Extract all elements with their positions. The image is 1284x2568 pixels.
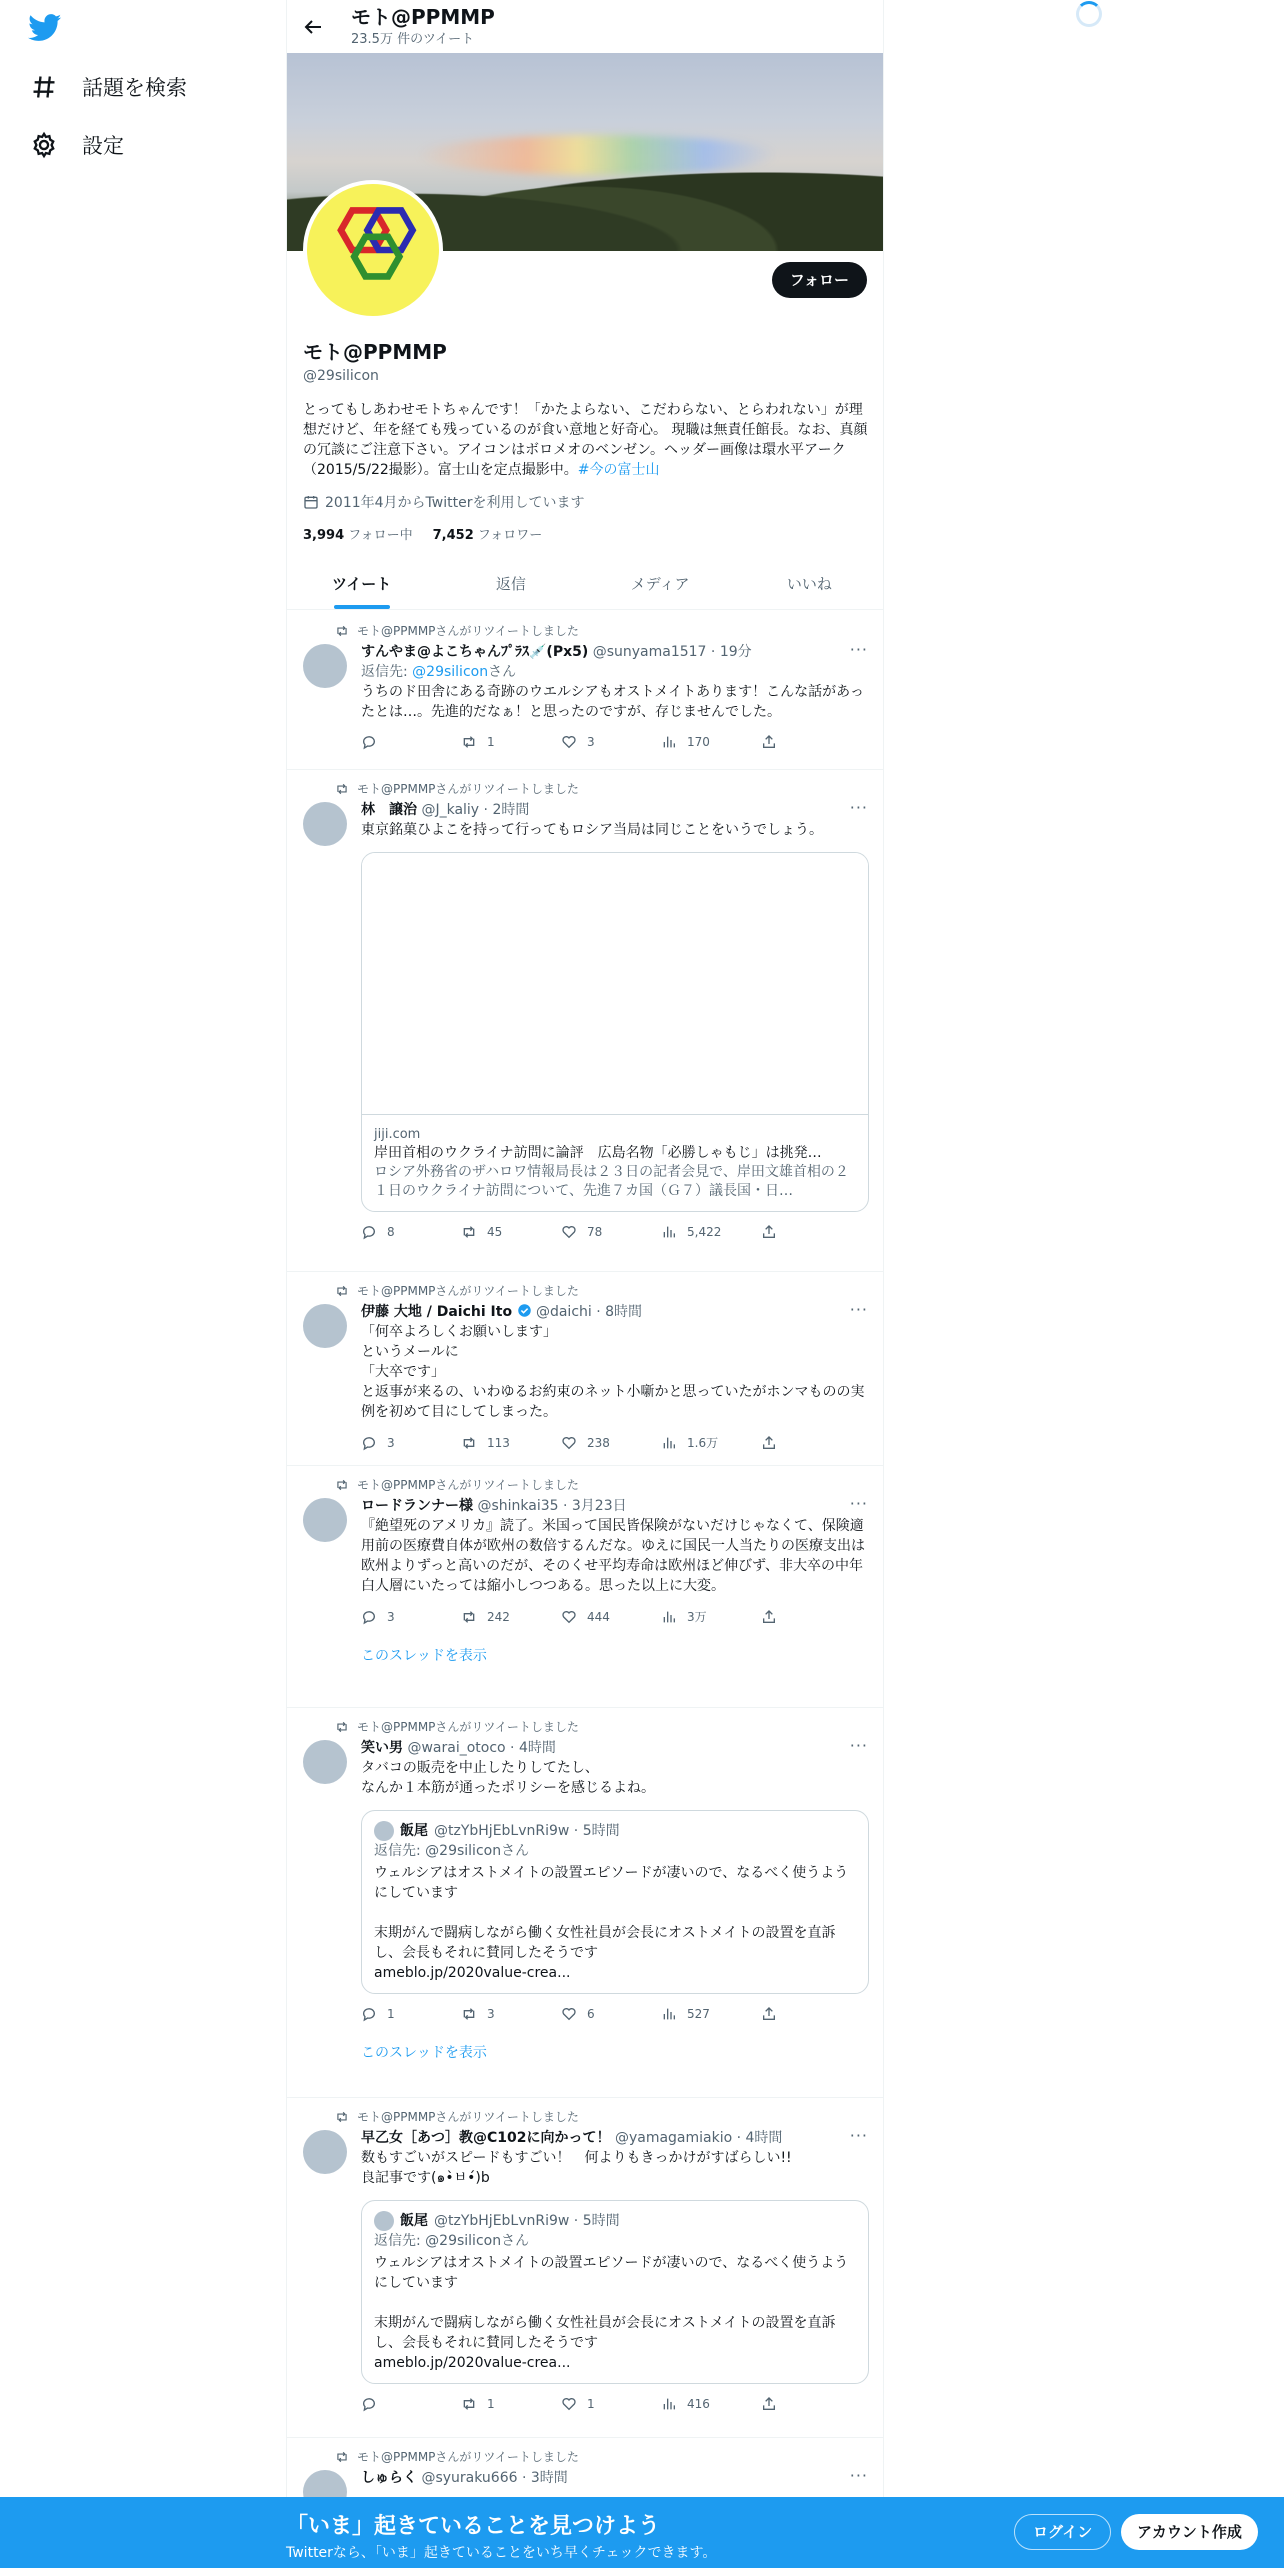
author-handle[interactable]: @J_kaliy · 2時間 xyxy=(421,802,530,818)
link-card-image xyxy=(362,853,868,1115)
quoted-author-name: 飯尾 xyxy=(400,2213,428,2229)
more-icon[interactable]: ··· xyxy=(849,798,868,817)
reply-icon xyxy=(361,1435,377,1451)
banner-title: 「いま」起きていることを見つけよう xyxy=(286,2514,661,2539)
retweet-icon xyxy=(461,1224,477,1240)
tweet-text: 「何卒よろしくお願いします」 というメールに 「大卒です」 と返事が来るの、いわゆるお約束のネット小噺かと思っていたがホンマものの実例を初めて目にしてしまった。 xyxy=(361,1324,865,1420)
retweet-icon xyxy=(461,1609,477,1625)
retweet-icon xyxy=(335,1284,349,1298)
twitter-logo-icon[interactable] xyxy=(28,14,62,42)
tweet-text: うちのド田舎にある奇跡のウエルシアもオストメイトあります！こんな話があったとは…。先進的だなぁ！と思ったのですが、存じませんでした。 xyxy=(361,684,864,720)
retweet-icon xyxy=(461,2396,477,2412)
like-button[interactable]: 78 xyxy=(561,1224,661,1240)
author-handle[interactable]: @shinkai35 · 3月23日 xyxy=(477,1498,627,1514)
avatar[interactable] xyxy=(303,2130,347,2174)
retweet-icon xyxy=(335,782,349,796)
views-button[interactable]: 170 xyxy=(661,734,761,750)
tweet[interactable] xyxy=(287,1466,884,1708)
profile-header-bar xyxy=(287,0,883,53)
profile-tabs xyxy=(287,564,884,610)
author-name[interactable]: ロードランナー様 xyxy=(361,1498,473,1514)
retweet-button[interactable]: 113 xyxy=(461,1434,561,1451)
views-button[interactable]: 5,422 xyxy=(661,1224,761,1240)
author-name[interactable]: 林 譲治 xyxy=(361,802,417,818)
retweet-button[interactable]: 45 xyxy=(461,1224,561,1240)
tweet-actions xyxy=(361,734,869,750)
author-name[interactable]: 笑い男 xyxy=(361,1740,403,1756)
quoted-tweet[interactable] xyxy=(361,2200,869,2384)
views-button[interactable]: 3万 xyxy=(661,1608,761,1625)
author-handle[interactable]: @warai_otoco · 4時間 xyxy=(407,1740,556,1756)
reply-icon xyxy=(361,2396,377,2412)
share-button[interactable] xyxy=(761,734,801,750)
share-icon xyxy=(761,1435,777,1451)
quoted-author-name: 飯尾 xyxy=(400,1823,428,1839)
views-button[interactable]: 527 xyxy=(661,2006,761,2022)
nav-explore[interactable] xyxy=(30,72,187,102)
reply-button[interactable]: 1 xyxy=(361,2006,461,2022)
retweet-indicator: モト@PPMMPさんがリツイートしました xyxy=(335,2108,579,2125)
share-button[interactable] xyxy=(761,2006,801,2022)
retweet-indicator: モト@PPMMPさんがリツイートしました xyxy=(335,622,579,639)
following-link[interactable]: 3,994 フォロー中 xyxy=(303,528,413,543)
loading-spinner xyxy=(1076,1,1102,27)
joined-text: 2011年4月からTwitterを利用しています xyxy=(325,495,585,511)
views-button[interactable]: 416 xyxy=(661,2396,761,2412)
hashtag-icon xyxy=(30,73,58,101)
retweet-icon xyxy=(461,2006,477,2022)
reply-icon xyxy=(361,1609,377,1625)
tweet-text: 東京銘菓ひよこを持って行ってもロシア当局は同じことをいうでしょう。 xyxy=(361,822,823,838)
profile-bio xyxy=(303,400,869,480)
retweet-button[interactable]: 1 xyxy=(461,734,561,750)
calendar-icon xyxy=(303,494,319,510)
profile-joined xyxy=(303,492,869,512)
reply-icon xyxy=(361,1224,377,1240)
views-chart-icon xyxy=(661,2396,677,2412)
reply-button[interactable] xyxy=(361,734,461,750)
author-handle[interactable]: @sunyama1517 · 19分 xyxy=(592,644,752,660)
more-icon[interactable]: ··· xyxy=(849,1494,868,1513)
tweet[interactable] xyxy=(287,1708,884,2098)
quoted-reply-to: 返信先: @29siliconさん xyxy=(374,1843,530,1859)
like-button[interactable]: 6 xyxy=(561,2006,661,2022)
quoted-avatar xyxy=(374,1821,394,1841)
signup-button[interactable]: アカウント作成 xyxy=(1121,2514,1258,2550)
avatar[interactable] xyxy=(303,1740,347,1784)
like-button[interactable]: 444 xyxy=(561,1608,661,1625)
more-icon[interactable]: ··· xyxy=(849,2126,868,2145)
author-handle[interactable]: @daichi · 8時間 xyxy=(535,1304,643,1320)
link-card-domain: jiji.com xyxy=(374,1127,421,1142)
reply-button[interactable]: 8 xyxy=(361,1224,461,1240)
tab-tweets[interactable]: ツイート xyxy=(287,564,436,609)
avatar[interactable] xyxy=(303,1304,347,1348)
tweet-actions xyxy=(361,1224,869,1240)
author-handle[interactable]: @syuraku666 · 3時間 xyxy=(421,2470,568,2486)
nav-settings[interactable] xyxy=(30,130,124,160)
link-card[interactable] xyxy=(361,852,869,1212)
like-button[interactable]: 238 xyxy=(561,1434,661,1451)
reply-button[interactable]: 3 xyxy=(361,1434,461,1451)
share-button[interactable] xyxy=(761,1434,801,1451)
header-tweet-count: 23.5万 件のツイート xyxy=(351,32,475,47)
quoted-avatar xyxy=(374,2211,394,2231)
banner-subtitle: Twitterなら、「いま」起きていることをいち早くチェックできます。 xyxy=(286,2545,717,2561)
tab-likes[interactable]: いいね xyxy=(786,575,832,593)
link-card-title: 岸田首相のウクライナ訪問に論評 広島名物「必勝しゃもじ」は挑発… xyxy=(374,1145,822,1161)
tweet[interactable] xyxy=(287,1272,884,1466)
retweet-indicator: モト@PPMMPさんがリツイートしました xyxy=(335,1718,579,1735)
reply-to: 返信先: @29siliconさん xyxy=(361,664,517,680)
more-icon[interactable]: ··· xyxy=(849,2466,868,2485)
tweet-actions xyxy=(361,1434,869,1451)
bio-hashtag-link[interactable]: #今の富士山 xyxy=(577,462,660,478)
quoted-text: ウェルシアはオストメイトの設置エピソードが凄いので、なるべく使うようにしています 末期がんで闘病しながら働く女性社員が会長にオストメイトの設置を直訴し、会長もそれに賛同したそうです ameblo.jp/2020value-crea... xyxy=(374,2255,849,2371)
profile-info xyxy=(303,336,869,543)
quoted-tweet[interactable] xyxy=(361,1810,869,1994)
quoted-reply-to: 返信先: @29siliconさん xyxy=(374,2233,530,2249)
views-chart-icon xyxy=(661,1609,677,1625)
share-button[interactable] xyxy=(761,1224,801,1240)
retweet-icon xyxy=(335,2110,349,2124)
reply-icon xyxy=(361,2006,377,2022)
more-icon[interactable]: ··· xyxy=(849,1300,868,1319)
views-button[interactable]: 1.6万 xyxy=(661,1434,761,1451)
quoted-author-handle: @tzYbHjEbLvnRi9w · 5時間 xyxy=(434,1823,620,1839)
profile-avatar[interactable] xyxy=(303,180,443,320)
share-icon xyxy=(761,1609,777,1625)
borromean-benzene-icon xyxy=(307,184,439,316)
avatar[interactable] xyxy=(303,1498,347,1542)
retweet-indicator: モト@PPMMPさんがリツイートしました xyxy=(335,2448,579,2465)
follow-counts xyxy=(303,524,869,543)
show-thread-link[interactable]: このスレッドを表示 xyxy=(361,1648,487,1664)
retweet-icon xyxy=(335,2450,349,2464)
retweet-button[interactable]: 242 xyxy=(461,1608,561,1625)
quoted-text: ウェルシアはオストメイトの設置エピソードが凄いので、なるべく使うようにしています 末期がんで闘病しながら働く女性社員が会長にオストメイトの設置を直訴し、会長もそれに賛同したそうです ameblo.jp/2020value-crea... xyxy=(374,1865,849,1981)
avatar[interactable] xyxy=(303,644,347,688)
nav-settings-label: 設定 xyxy=(82,134,124,158)
profile-name: モト@PPMMP xyxy=(303,340,447,364)
share-button[interactable] xyxy=(761,1608,801,1625)
views-chart-icon xyxy=(661,2006,677,2022)
heart-icon xyxy=(561,734,577,750)
heart-icon xyxy=(561,1224,577,1240)
tweet-text: 数もすごいがスピードもすごい！ 何よりもきっかけがすばらしい!! 良記事です(๑•̀ㅂ•́)b xyxy=(361,2150,792,2186)
share-icon xyxy=(761,1224,777,1240)
views-chart-icon xyxy=(661,1224,677,1240)
views-chart-icon xyxy=(661,1435,677,1451)
like-button[interactable]: 1 xyxy=(561,2396,661,2412)
quoted-author-handle: @tzYbHjEbLvnRi9w · 5時間 xyxy=(434,2213,620,2229)
heart-icon xyxy=(561,2006,577,2022)
author-name[interactable]: 早乙女［あつ］教@C102に向かって！ xyxy=(361,2130,611,2146)
heart-icon xyxy=(561,1435,577,1451)
heart-icon xyxy=(561,1609,577,1625)
tab-replies[interactable]: 返信 xyxy=(495,575,526,593)
tweet[interactable] xyxy=(287,770,884,1272)
tweet-actions xyxy=(361,2396,869,2412)
avatar[interactable] xyxy=(303,802,347,846)
bio-text: とってもしあわせモトちゃんです！「かたよらない、こだわらない、とらわれない」が理想だけど、年を経ても残っているのが食い意地と好奇心。 現職は無責任館長。なお、真顔の冗談にご注意下さい。アイコンはボロメオのベンゼン。ヘッダー画像は環水平アーク（2015/5/22撮影）。富士山を定点撮影中。 xyxy=(303,402,868,478)
show-thread-link[interactable]: このスレッドを表示 xyxy=(361,2045,487,2061)
followers-link[interactable]: 7,452 フォロワー xyxy=(432,528,543,543)
tab-media[interactable]: メディア xyxy=(630,575,690,593)
reply-button[interactable]: 3 xyxy=(361,1608,461,1625)
like-button[interactable]: 3 xyxy=(561,734,661,750)
author-name[interactable]: しゅらく xyxy=(361,2470,417,2486)
profile-timeline xyxy=(286,0,884,2568)
follow-button[interactable]: フォロー xyxy=(772,262,867,298)
tweet-text: 『絶望死のアメリカ』読了。米国って国民皆保険がないだけじゃなくて、保険適用前の医療費自体が欧州の数倍するんだな。ゆえに国民一人当たりの医療支出は欧州よりずっと高いのだが、そのくせ平均寿命は欧州ほど伸びず、非大卒の中年白人層にいたっては縮小しつつある。思った以上に大変。 xyxy=(361,1518,865,1594)
retweet-icon xyxy=(461,1435,477,1451)
retweet-indicator: モト@PPMMPさんがリツイートしました xyxy=(335,1476,579,1493)
retweet-icon xyxy=(335,1720,349,1734)
more-icon[interactable]: ··· xyxy=(849,1736,868,1755)
author-handle[interactable]: @yamagamiakio · 4時間 xyxy=(614,2130,783,2146)
retweet-indicator: モト@PPMMPさんがリツイートしました xyxy=(335,1282,579,1299)
share-button[interactable] xyxy=(761,2396,801,2412)
reply-icon xyxy=(361,734,377,750)
gear-icon xyxy=(30,131,58,159)
author-name[interactable]: 伊藤 大地 / Daichi Ito xyxy=(361,1304,513,1320)
login-button[interactable]: ログイン xyxy=(1014,2514,1111,2550)
tweet-text: タバコの販売を中止したりしてたし、 なんか１本筋が通ったポリシーを感じるよね。 xyxy=(361,1760,655,1796)
tweet[interactable] xyxy=(287,2098,884,2438)
retweet-button[interactable]: 3 xyxy=(461,2006,561,2022)
more-icon[interactable]: ··· xyxy=(849,640,868,659)
retweet-icon xyxy=(461,734,477,750)
reply-to-handle[interactable]: @29silicon xyxy=(412,664,489,680)
share-icon xyxy=(761,2396,777,2412)
share-icon xyxy=(761,734,777,750)
retweet-button[interactable]: 1 xyxy=(461,2396,561,2412)
views-chart-icon xyxy=(661,734,677,750)
back-arrow-icon[interactable] xyxy=(301,15,325,39)
share-icon xyxy=(761,2006,777,2022)
verified-badge-icon xyxy=(517,1303,532,1318)
tweet[interactable] xyxy=(287,612,884,770)
author-name[interactable]: すんやま@よこちゃんﾌﾟﾗｽ💉(Px5) xyxy=(361,644,589,660)
retweet-icon xyxy=(335,624,349,638)
header-name: モト@PPMMP xyxy=(351,5,495,29)
link-card-description: ロシア外務省のザハロワ情報局長は２３日の記者会見で、岸田文雄首相の２１日のウクライナ訪問について、先進７カ国（Ｇ７）議長国・日… xyxy=(374,1164,849,1199)
nav-explore-label: 話題を検索 xyxy=(82,76,187,100)
profile-handle: @29silicon xyxy=(303,368,379,384)
signup-banner xyxy=(0,2497,1284,2568)
retweet-icon xyxy=(335,1478,349,1492)
tweet-actions xyxy=(361,2006,869,2022)
tweet-actions xyxy=(361,1608,869,1625)
retweet-indicator: モト@PPMMPさんがリツイートしました xyxy=(335,780,579,797)
reply-button[interactable] xyxy=(361,2396,461,2412)
heart-icon xyxy=(561,2396,577,2412)
